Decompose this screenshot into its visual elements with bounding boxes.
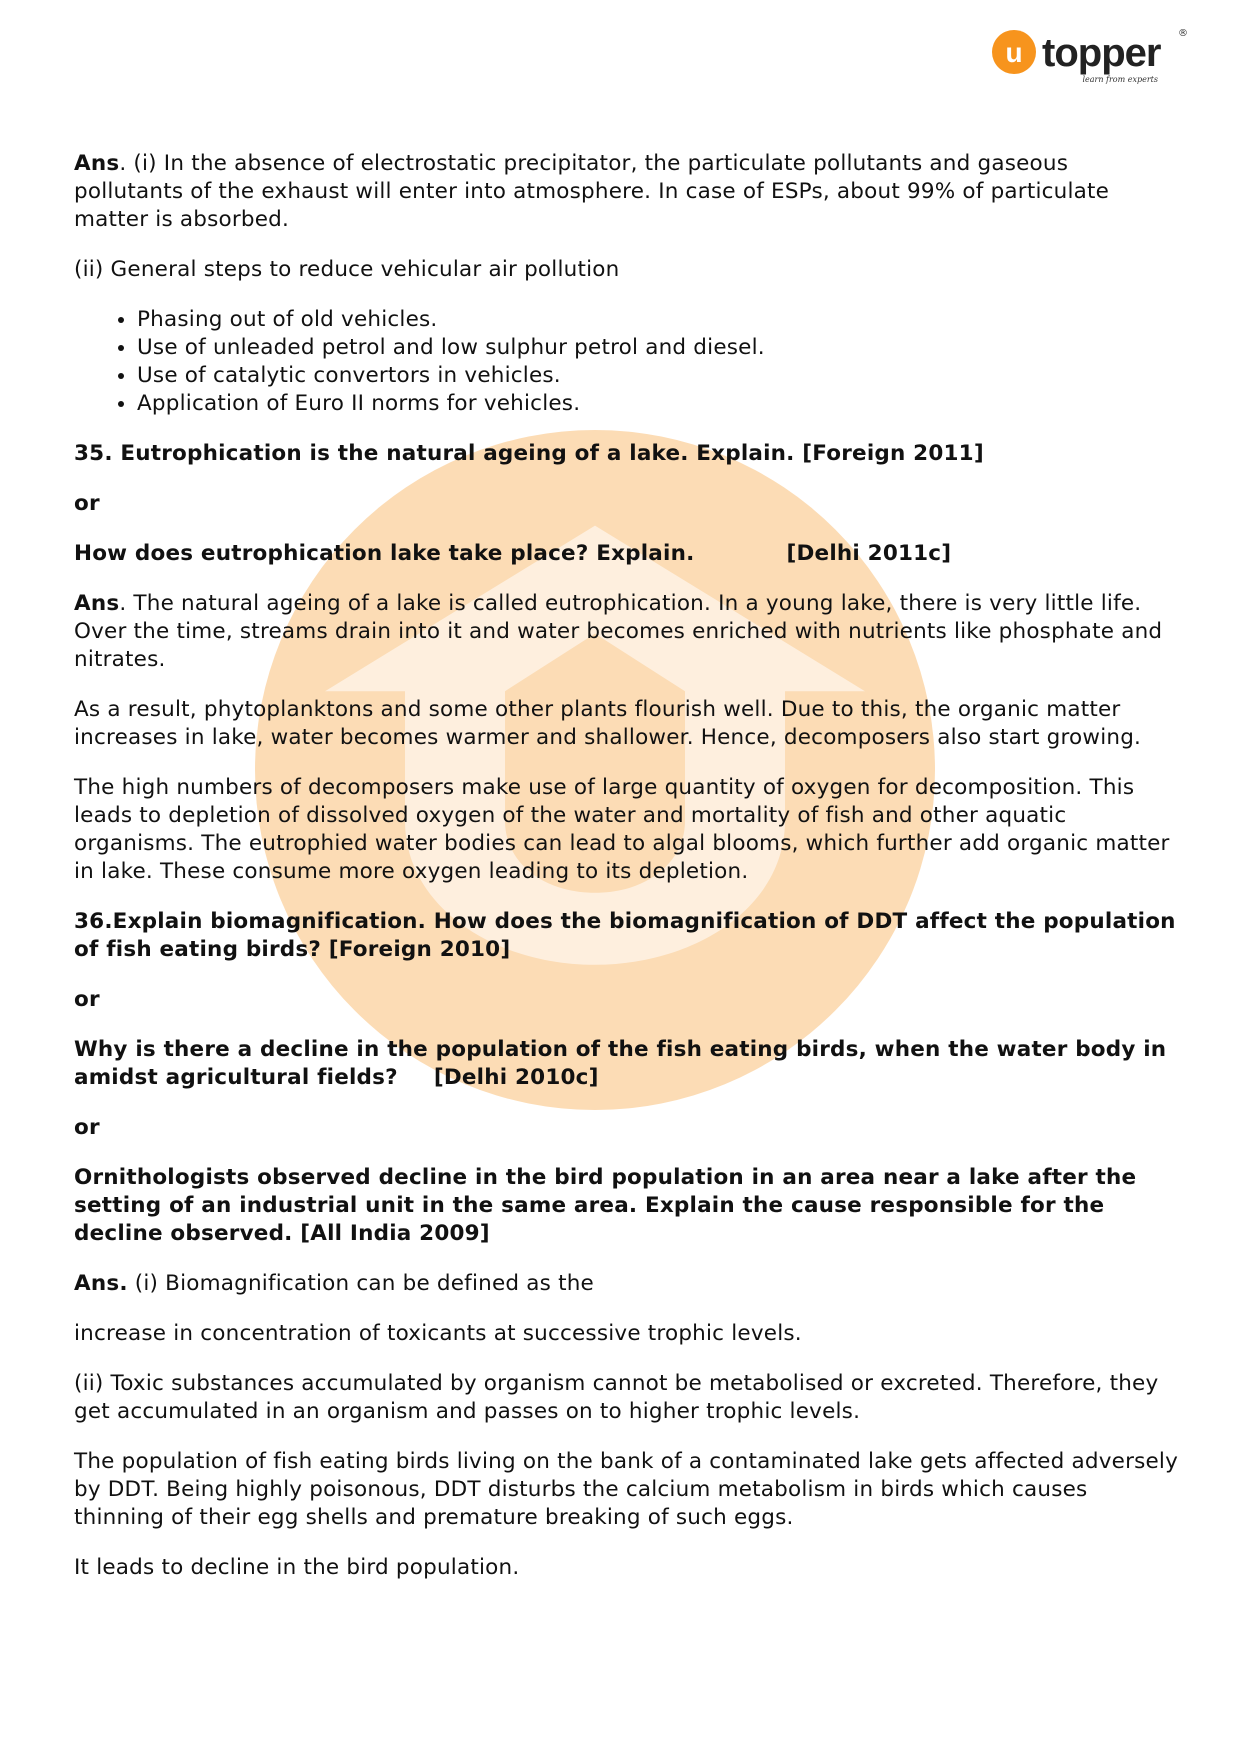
question-35: 35. Eutrophication is the natural ageing of a lake. Explain. [Foreign 2011]: [74, 441, 984, 466]
logo-registered-mark: ®: [1178, 28, 1188, 39]
paragraph: (ii) Toxic substances accumulated by organism cannot be metabolised or excreted. Therefore, they get accumulated in an organism and passes on to higher trophic levels.: [74, 1371, 1159, 1424]
paragraph: (ii) General steps to reduce vehicular air pollution: [74, 257, 620, 282]
list-item: • Application of Euro II norms for vehicles.: [137, 390, 1184, 418]
answer-label: Ans.: [74, 1271, 128, 1296]
answer-paragraph: Ans. The natural ageing of a lake is called eutrophication. In a young lake, there is very little life. Over the time, streams drain into it and water becomes enriched with nutrients like phosphate and nitrates.: [74, 591, 1163, 672]
bullet-list: [74, 306, 1184, 418]
question-36: 36.Explain biomagnification. How does the biomagnification of DDT affect the population of fish eating birds? [Foreign 2010]: [74, 909, 1176, 962]
utopper-logo: [990, 22, 1190, 86]
document-body: [74, 150, 1184, 1604]
logo-tagline: learn from experts: [1082, 75, 1158, 84]
paragraph: The population of fish eating birds living on the bank of a contaminated lake gets affected adversely by DDT. Being highly poisonous, DDT disturbs the calcium metabolism in birds which causes thinning of their egg shells and premature breaking of such eggs.: [74, 1449, 1179, 1530]
paragraph: increase in concentration of toxicants at successive trophic levels.: [74, 1321, 802, 1346]
logo-name: topper: [1042, 31, 1161, 75]
answer-label: Ans: [74, 591, 120, 616]
answer-label: Ans: [74, 151, 120, 176]
paragraph: The high numbers of decomposers make use of large quantity of oxygen for decomposition. This leads to depletion of dissolved oxygen of the water and mortality of fish and other aquatic organisms. The eutrophied water bodies can lead to algal blooms, which further add organic matter in lake. These consume more oxygen leading to its depletion.: [74, 775, 1170, 884]
paragraph: As a result, phytoplanktons and some other plants flourish well. Due to this, the organic matter increases in lake, water becomes warmer and shallower. Hence, decomposers also start growing.: [74, 697, 1142, 750]
answer-paragraph: Ans. (i) Biomagnification can be defined as the: [74, 1271, 594, 1296]
paragraph: It leads to decline in the bird population.: [74, 1555, 520, 1580]
list-item: • Phasing out of old vehicles.: [137, 306, 1184, 334]
question-36-alt2: Ornithologists observed decline in the bird population in an area near a lake after the setting of an industrial unit in the same area. Explain the cause responsible for the decline observed. [All India 2009]: [74, 1165, 1137, 1246]
list-item: • Use of unleaded petrol and low sulphur petrol and diesel.: [137, 334, 1184, 362]
question-35-alt: How does eutrophication lake take place? Explain. [Delhi 2011c]: [74, 541, 952, 566]
logo-letter: u: [1005, 37, 1023, 68]
question-36-alt: Why is there a decline in the population of the fish eating birds, when the water body in amidst agricultural fields? [Delhi 2010c]: [74, 1037, 1167, 1090]
or-separator: or: [74, 987, 100, 1012]
answer-paragraph: Ans. (i) In the absence of electrostatic precipitator, the particulate pollutants and gaseous pollutants of the exhaust will enter into atmosphere. In case of ESPs, about 99% of particulate matter is absorbed.: [74, 151, 1110, 232]
or-separator: or: [74, 1115, 100, 1140]
or-separator: or: [74, 491, 100, 516]
list-item: • Use of catalytic convertors in vehicles.: [137, 362, 1184, 390]
